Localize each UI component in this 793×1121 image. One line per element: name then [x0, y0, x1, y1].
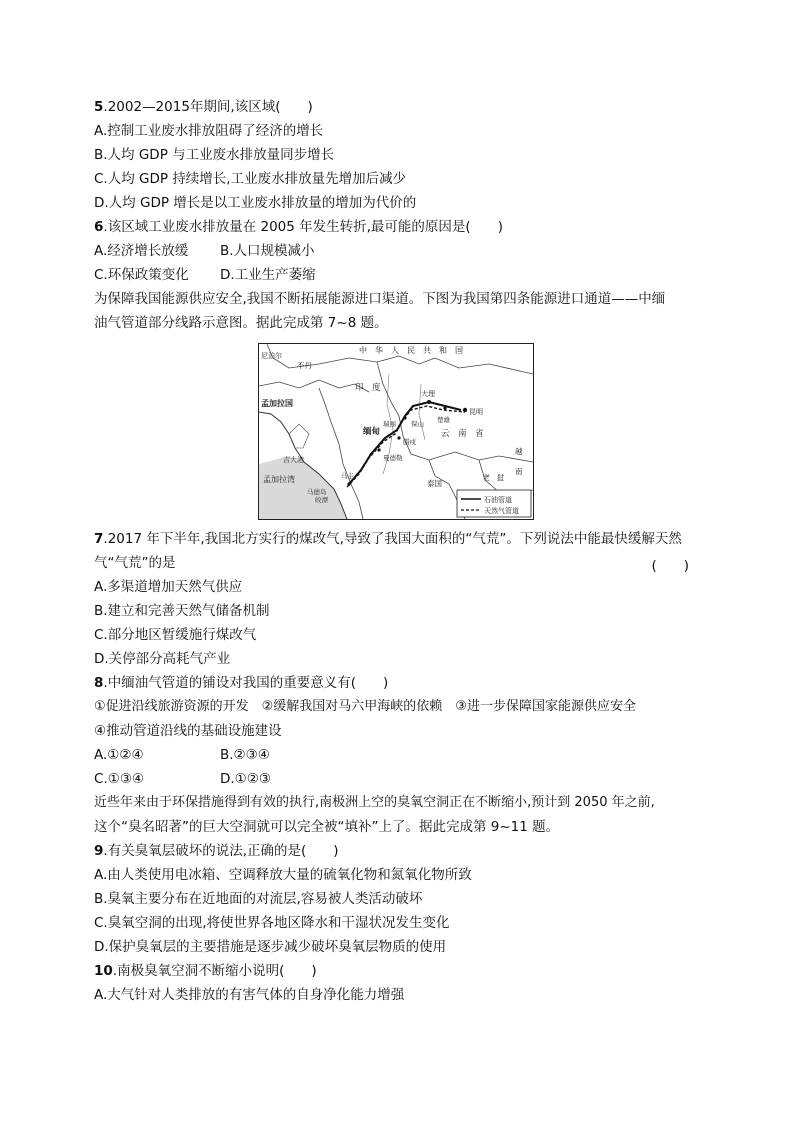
question-8-stem: 8.中缅油气管道的铺设对我国的重要意义有( )	[94, 675, 389, 691]
label-sittwe: 吉大港	[283, 456, 304, 464]
question-9-option-a: A.由人类使用电冰箱、空调释放大量的硫氧化物和氮氧化物所致	[94, 867, 472, 883]
label-chuxiong: 楚雄	[437, 416, 450, 424]
question-7-option-c: C.部分地区暂缓施行煤改气	[94, 627, 257, 643]
question-8-option-c: C.①③④	[94, 771, 145, 787]
legend-oil-label: 石油管道	[484, 496, 512, 504]
question-6-option-d: D.工业生产萎缩	[220, 267, 316, 283]
label-south: 南	[515, 467, 523, 476]
question-7-option-a: A.多渠道增加天然气供应	[94, 579, 243, 595]
question-6-stem: 6.该区域工业废水排放量在 2005 年发生转折,最可能的原因是( )	[94, 219, 503, 235]
label-ruili: 瑞丽	[383, 420, 396, 428]
question-8-items-line2: ④推动管道沿线的基础设施建设	[94, 723, 282, 739]
question-7-answer-paren: ( )	[651, 558, 689, 574]
kunming-dot	[463, 408, 467, 412]
label-yunnan: 云 南 省	[441, 429, 484, 439]
question-7-stem-line2: 气“气荒”的是	[94, 555, 176, 571]
label-baoshan: 保山	[411, 420, 424, 428]
question-8-option-b: B.②③④	[220, 747, 270, 763]
question-6-option-b: B.人口规模减小	[220, 243, 315, 259]
passage-7-8-line1: 为保障我国能源供应安全,我国不断拓展能源进口渠道。下图为我国第四条能源进口通道——中缅	[94, 291, 666, 307]
question-5-option-b: B.人均 GDP 与工业废水排放量同步增长	[94, 147, 335, 163]
label-nepal: 尼泊尔	[261, 352, 282, 360]
question-8-option-d: D.①②③	[220, 771, 271, 787]
question-9-stem: 9.有关臭氧层破坏的说法,正确的是( )	[94, 843, 339, 859]
question-8-items-line1: ①促进沿线旅游资源的开发 ②缓解我国对马六甲海峡的依赖 ③进一步保障国家能源供应安全	[94, 699, 636, 714]
ruili-dot	[403, 416, 406, 419]
passage-9-11-line2: 这个“臭名昭著”的巨大空洞就可以完全被“填补”上了。据此完成第 9~11 题。	[94, 819, 560, 835]
question-10-stem: 10.南极臭氧空洞不断缩小说明( )	[94, 963, 317, 979]
question-6-option-a: A.经济增长放缓	[94, 243, 189, 259]
question-10-option-a: A.大气针对人类排放的有害气体的自身净化能力增强	[94, 987, 405, 1003]
label-myanmar: 缅甸	[363, 427, 381, 437]
mandalay-dot	[377, 448, 380, 451]
label-magway: 马圭	[341, 472, 354, 480]
question-7-option-d: D.关停部分高耗气产业	[94, 651, 231, 667]
label-kunming: 昆明	[469, 408, 483, 416]
pipeline-map	[258, 343, 534, 520]
question-8-option-a: A.①②④	[94, 747, 144, 763]
magway-dot	[347, 482, 350, 485]
passage-7-8-line2: 油气管道部分线路示意图。据此完成第 7~8 题。	[94, 315, 388, 331]
bangladesh-outline	[289, 424, 309, 448]
label-india: 印 度	[355, 383, 381, 393]
border-india-bhutan	[259, 380, 369, 392]
label-thailand: 泰国	[427, 479, 442, 488]
dali-dot	[427, 400, 431, 404]
label-lashio: 腊戍	[403, 438, 416, 446]
label-laos: 老 挝	[483, 474, 504, 482]
label-kyaukpyu: 皎漂	[315, 496, 328, 504]
label-dali: 大理	[421, 390, 435, 398]
question-9-option-d: D.保护臭氧层的主要措施是逐步减少破坏臭氧层物质的使用	[94, 939, 447, 955]
question-9-option-c: C.臭氧空洞的出现,将使世界各地区降水和干湿状况发生变化	[94, 915, 450, 931]
question-6-option-c: C.环保政策变化	[94, 267, 189, 283]
border-china-myanmar	[377, 362, 533, 462]
question-5-option-d: D.人均 GDP 增长是以工业废水排放量的增加为代价的	[94, 195, 417, 211]
question-7-option-b: B.建立和完善天然气储备机制	[94, 603, 270, 619]
label-china: 中 华 人 民 共 和 国	[359, 346, 463, 355]
question-7-stem-line1: 7.2017 年下半年,我国北方实行的煤改气,导致了我国大面积的“气荒”。下列说法中能最快缓解天然	[94, 531, 682, 547]
label-vietnam: 越	[515, 447, 523, 456]
label-bangladesh: 孟加拉国	[261, 399, 293, 408]
label-mandalay: 曼德勒	[383, 454, 403, 462]
chuxiong-dot	[443, 406, 446, 409]
question-5-option-c: C.人均 GDP 持续增长,工业废水排放量先增加后减少	[94, 171, 407, 187]
legend-gas-label: 天然气管道	[484, 507, 519, 515]
question-5-option-a: A.控制工业废水排放阻碍了经济的增长	[94, 123, 324, 139]
passage-9-11-line1: 近些年来由于环保措施得到有效的执行,南极洲上空的臭氧空洞正在不断缩小,预计到 2050 年之前,	[94, 795, 655, 810]
map-legend	[457, 490, 531, 517]
label-made-island: 马德岛	[307, 488, 327, 496]
question-5-stem: 5.2002—2015年期间,该区域( )	[94, 99, 313, 115]
label-bhutan: 不丹	[297, 361, 312, 370]
lashio-dot	[397, 436, 400, 439]
question-9-option-b: B.臭氧主要分布在近地面的对流层,容易被人类活动破坏	[94, 891, 423, 907]
bay-of-bengal-area	[259, 456, 347, 519]
label-bay: 孟加拉湾	[263, 475, 295, 484]
